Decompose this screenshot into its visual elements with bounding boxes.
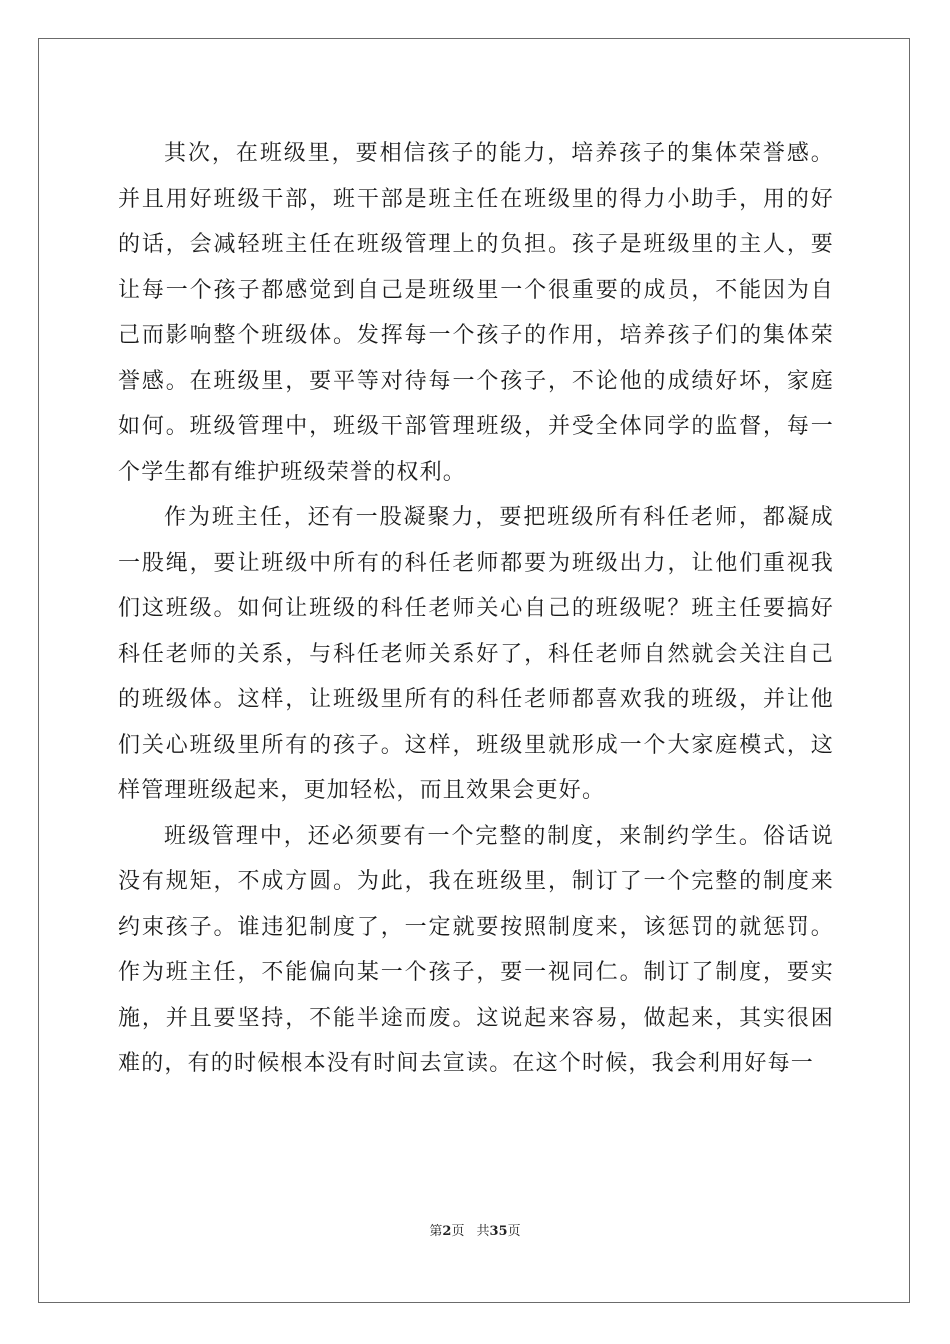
page-unit: 页 [451,1224,465,1239]
paragraph-class-rules: 班级管理中，还必须要有一个完整的制度，来制约学生。俗话说没有规矩，不成方圆。为此，我在班级里，制订了一个完整的制度来约束孩子。谁违犯制度了，一定就要按照制度来，该惩罚的就惩罚。作为班主任，不能偏向某一个孩子，要一视同仁。制订了制度，要实施，并且要坚持，不能半途而废。这说起来容易，做起来，其实很困难的，有的时候根本没有时间去宣读。在这个时候，我会利用好每一 [118,823,834,1076]
page-footer [0,1220,950,1239]
page-prefix: 第 [429,1224,443,1239]
current-page-number: 2 [442,1224,452,1239]
paragraph-subject-teachers: 作为班主任，还有一股凝聚力，要把班级所有科任老师，都凝成一股绳，要让班级中所有的科任老师都要为班级出力，让他们重视我们这班级。如何让班级的科任老师关心自己的班级呢？班主任要搞好科任老师的关系，与科任老师关系好了，科任老师自然就会关注自己的班级体。这样，让班级里所有的科任老师都喜欢我的班级，并让他们关心班级里所有的孩子。这样，班级里就形成一个大家庭模式，这样管理班级起来，更加轻松，而且效果会更好。 [118,505,834,803]
total-pages-number: 35 [489,1224,508,1239]
document-body [118,131,834,1087]
total-prefix: 共 [476,1224,490,1239]
paragraph-class-honor: 其次，在班级里，要相信孩子的能力，培养孩子的集体荣誉感。并且用好班级干部，班干部是班主任在班级里的得力小助手，用的好的话，会减轻班主任在班级管理上的负担。孩子是班级里的主人，要让每一个孩子都感觉到自己是班级里一个很重要的成员，不能因为自己而影响整个班级体。发挥每一个孩子的作用，培养孩子们的集体荣誉感。在班级里，要平等对待每一个孩子，不论他的成绩好坏，家庭如何。班级管理中，班级干部管理班级，并受全体同学的监督，每一个学生都有维护班级荣誉的权利。 [118,141,834,485]
total-unit: 页 [507,1224,521,1239]
